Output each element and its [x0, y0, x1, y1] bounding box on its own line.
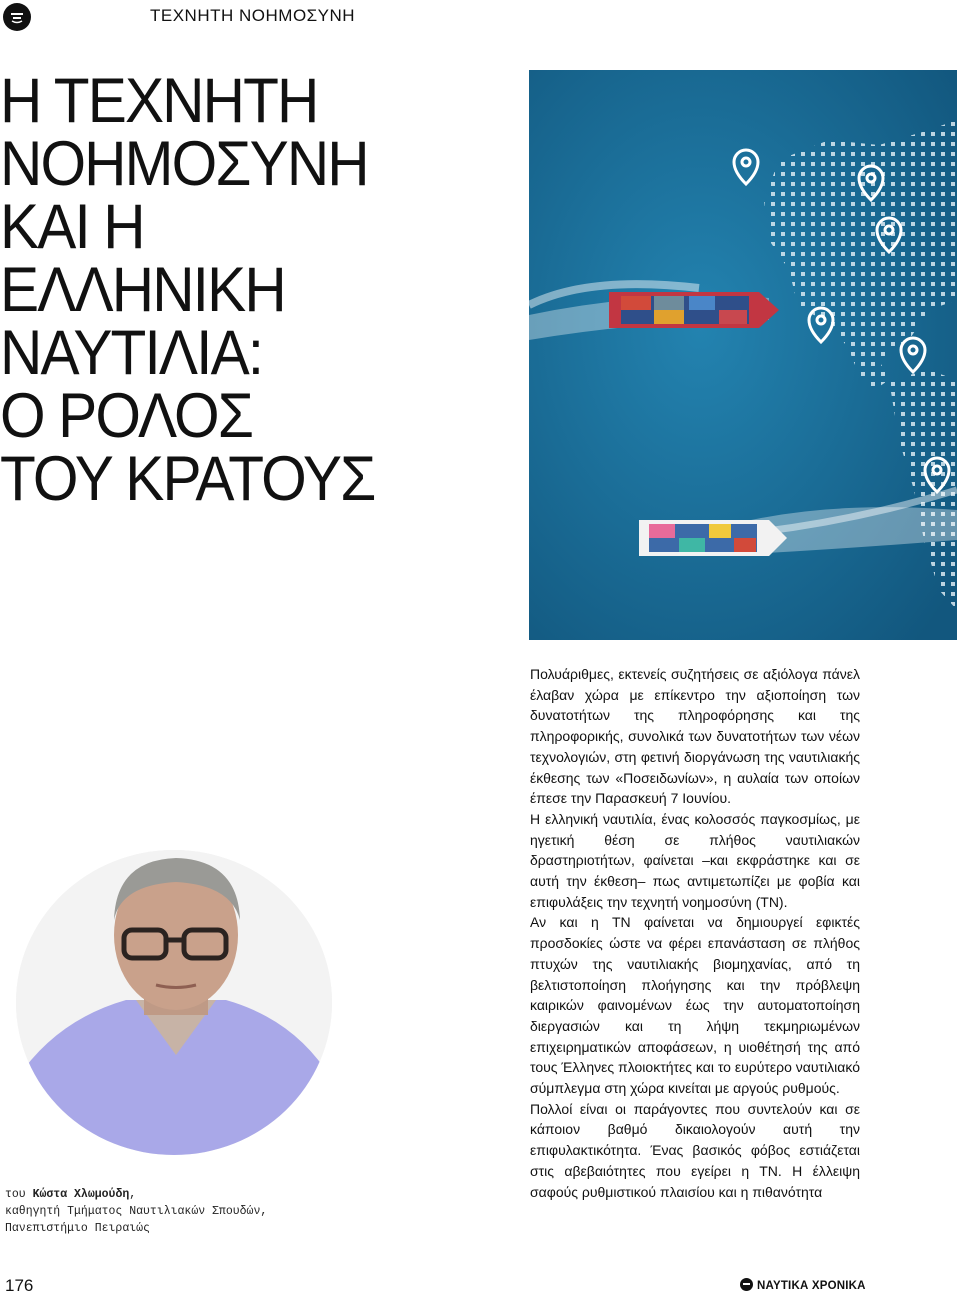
section-logo-icon	[3, 3, 31, 31]
author-portrait	[16, 850, 332, 1155]
byline-prefix: του	[5, 1188, 26, 1201]
container-ship-1	[609, 292, 779, 328]
body-paragraph: Αν και η ΤΝ φαίνεται να δημιουργεί εφικτές προσδοκίες ώστε να φέρει επανάσταση σε πλήθος πτυχών της ναυτιλιακής βιομηχανίας, από τη βελτιστοποίηση πλοήγησης και την πρόβλεψη καιρικών φαινομένων έως την αυτοματοποίηση διεργασιών και τη λήψη τεκμηριωμένων επιχειρηματικών αποφάσεων, η υιοθέτησή της από τους Έλληνες πλοιοκτήτες και το ευρύτερο ναυτιλιακό σύμπλεγμα στη χώρα κινείται με αργούς ρυθμούς.	[530, 914, 860, 1097]
author-role: καθηγητή Τμήματος Ναυτιλιακών Σπουδών,	[5, 1205, 268, 1218]
section-label: ΤΕΧΝΗΤΗ ΝΟΗΜΟΣΥΝΗ	[150, 6, 356, 25]
magazine-name: ΝΑΥΤΙΚΑ ΧΡΟΝΙΚΑ	[757, 1280, 866, 1292]
byline-separator: ,	[129, 1188, 137, 1201]
article-body	[530, 664, 860, 1202]
author-name: Κώστα Χλωμούδη	[32, 1188, 130, 1201]
headline-line: ΚΑΙ Η	[0, 192, 144, 262]
magazine-footer	[740, 1278, 866, 1292]
article-headline	[0, 66, 484, 514]
ships-map-illustration	[529, 70, 957, 640]
hero-image	[529, 70, 957, 640]
magazine-logo-icon	[740, 1278, 753, 1291]
body-paragraph: Πολυάριθμες, εκτενείς συζητήσεις σε αξιόλογα πάνελ έλαβαν χώρα με επίκεντρο την αξιοποίηση των δυνατοτήτων της πληροφόρησης και της πληροφορικής, συνολικά των δυνατοτήτων των νέων τεχνολογιών, στη φετινή διοργάνωση της ναυτιλιακής έκθεσης των «Ποσειδωνίων», η αυλαία των οποίων έπεσε την Παρασκευή 7 Ιουνίου.	[530, 666, 860, 807]
container-ship-2	[639, 520, 787, 556]
page-number: 176	[5, 1276, 34, 1295]
headline-line: Ο ΡΟΛΟΣ	[0, 381, 253, 451]
body-paragraph: Η ελληνική ναυτιλία, ένας κολοσσός παγκοσμίως, με ηγετική θέση σε πλήθος ναυτιλιακών δραστηριοτήτων, φαίνεται –και εκφράστηκε και σε αυτή την έκθεση– πως αντιμετωπίζει με φοβία και επιφυλάξεις την τεχνητή νοημοσύνη (ΤΝ).	[530, 810, 860, 910]
headline-line: ΝΟΗΜΟΣΥΝΗ	[0, 129, 368, 199]
author-institution: Πανεπιστήμιο Πειραιώς	[5, 1222, 150, 1235]
headline-line: ΕΛΛΗΝΙΚΗ	[0, 255, 285, 325]
headline-line: Η ΤΕΧΝΗΤΗ	[0, 66, 318, 136]
byline	[5, 1186, 305, 1237]
headline-line: ΤΟΥ ΚΡΑΤΟΥΣ	[0, 444, 375, 514]
headline-line: ΝΑΥΤΙΛΙΑ:	[0, 318, 263, 388]
body-paragraph: Πολλοί είναι οι παράγοντες που συντελούν και σε κάποιον βαθμό δικαιολογούν αυτή την επιφυλακτικότητα. Ένας βασικός φόβος εστιάζεται στις αβεβαιότητες που εγείρει η ΤΝ. Η έλλειψη σαφούς ρυθμιστικού πλαισίου και η πιθανότητα	[530, 1100, 860, 1200]
